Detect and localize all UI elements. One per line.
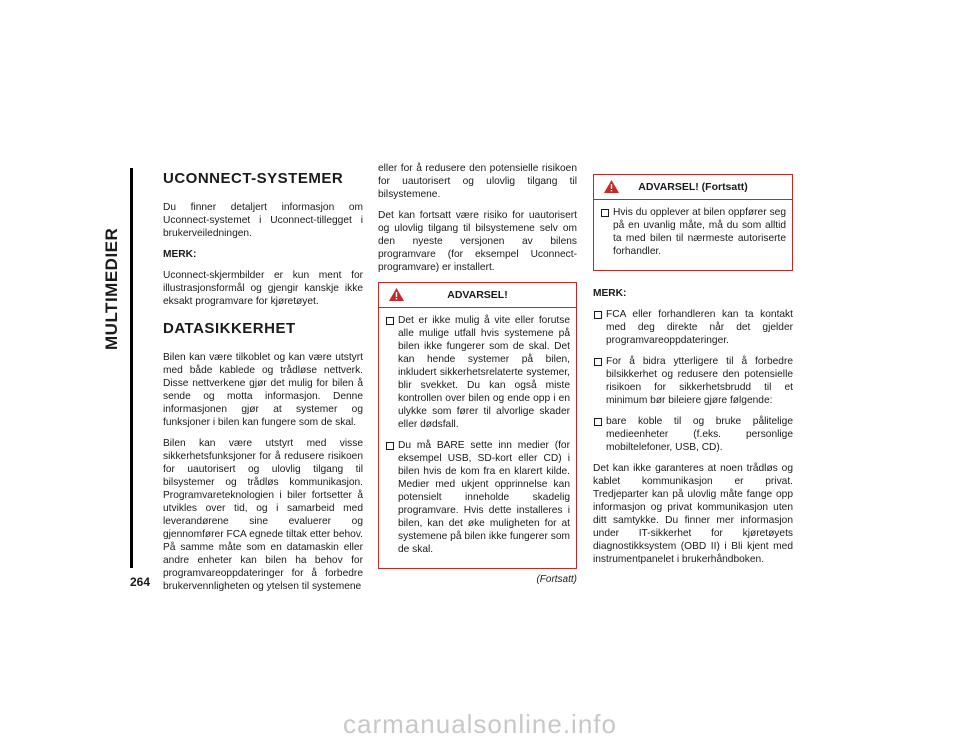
- warning-body: [379, 308, 576, 568]
- continued-label: (Fortsatt): [536, 574, 577, 585]
- section-title: MULTIMEDIER: [102, 227, 121, 350]
- warning-triangle-icon: [604, 180, 619, 193]
- warning-title: ADVARSEL!: [447, 289, 508, 301]
- paragraph: eller for å redusere den potensielle risikoen for uautorisert og ulovlig tilgang til bilsystemene.: [378, 163, 577, 200]
- warning-title: ADVARSEL! (Fortsatt): [638, 181, 748, 193]
- warning-item: Det er ikke mulig å vite eller forutse alle mulige utfall hvis systemene på bilen ikke fungerer som de skal. Det kan hende systemer på bilen, inkludert sikkerhetsrelaterte systemer, blir svekket. Du kan også miste kontrollen over bilen og ende opp i en ulykke som fører til alvorlige skader eller dødsfall.: [385, 314, 570, 431]
- watermark: carmanualsonline.info: [343, 709, 617, 739]
- paragraph: Det kan fortsatt være risiko for uautorisert og ulovlig tilgang til bilsystemene selv om den nyeste versjonen av bilens programvare (for eksempel Uconnect-programvare) er installert.: [378, 210, 577, 273]
- warning-item: Hvis du opplever at bilen oppfører seg på en uvanlig måte, må du som alltid ta med bilen til nærmeste autoriserte forhandler.: [600, 206, 786, 258]
- paragraph: Bilen kan være utstyrt med visse sikkerhetsfunksjoner for å redusere risikoen for uautorisert og ulovlig tilgang til bilsystemer og trådløs kommunikasjon. Programvareteknologien i biler fortsetter å utvikles over tid, og i samarbeid med leverandørene sine evaluerer og gjennomfører FCA egnede tiltak etter behov. På samme måte som en datamaskin eller andre enheter kan bilen ha behov for programvareoppdateringer for å forbedre brukervennligheten og ytelsen til systemene: [163, 438, 363, 592]
- page-number: 264: [130, 575, 151, 589]
- warning-box-continued: [593, 174, 793, 271]
- paragraph: Du finner detaljert informasjon om Uconnect-systemet i Uconnect-tillegget i brukerveiledningen.: [163, 202, 363, 239]
- heading-uconnect: UCONNECT-SYSTEMER: [163, 170, 344, 187]
- warning-header: [379, 283, 576, 308]
- column-right: [593, 172, 793, 574]
- warning-header: [594, 175, 792, 200]
- note-label: MERK:: [593, 288, 627, 299]
- warning-item: Du må BARE sette inn medier (for eksempel USB, SD-kort eller CD) i bilen hvis de kom fra en klarert kilde. Medier med ukjent opprinnelse kan potensielt inneholde skadelig programvare. Hvis dette installeres i bilen, kan det øke muligheten for at systemene på bilen ikke fungerer som de skal.: [385, 439, 570, 556]
- warning-box: [378, 282, 577, 569]
- warning-triangle-icon: [389, 288, 404, 301]
- paragraph: Bilen kan være tilkoblet og kan være utstyrt med både kablede og trådløse nettverk. Disse nettverkene gjør det mulig for bilen å sende og motta informasjon. Denne informasjonen gjør at systemer og funksjoner i bilen kan fungere som de skal.: [163, 352, 363, 428]
- warning-body: [594, 200, 792, 270]
- sidebar-rule: [130, 168, 133, 568]
- column-middle: [378, 162, 577, 586]
- heading-datasikkerhet: DATASIKKERHET: [163, 320, 296, 337]
- note-text: Uconnect-skjermbilder er kun ment for illustrasjonsformål og gjengir kanskje ikke eksakt programvare for kjøretøyet.: [163, 270, 363, 307]
- note-item: FCA eller forhandleren kan ta kontakt med deg direkte når det gjelder programvareoppdateringer.: [593, 308, 793, 347]
- paragraph: Det kan ikke garanteres at noen trådløs og kablet kommunikasjon er privat. Tredjeparter kan på ulovlig måte fange opp informasjon og privat kommunikasjon uten ditt samtykke. Du finner mer informasjon under IT-sikkerhet for kjøretøyets diagnostikksystem (OBD II) i Bli kjent med instrumentpanelet i brukerhåndboken.: [593, 463, 793, 565]
- note-sub-item: bare koble til og bruke pålitelige medieenheter (f.eks. personlige mobiltelefoner, USB, CD).: [593, 415, 793, 454]
- note-item: For å bidra ytterligere til å forbedre bilsikkerhet og redusere den potensielle risikoen for sikkerhetsbrudd til et minimum bør bileiere gjøre følgende:: [593, 355, 793, 407]
- note-label: MERK:: [163, 249, 197, 260]
- column-left: [163, 172, 363, 601]
